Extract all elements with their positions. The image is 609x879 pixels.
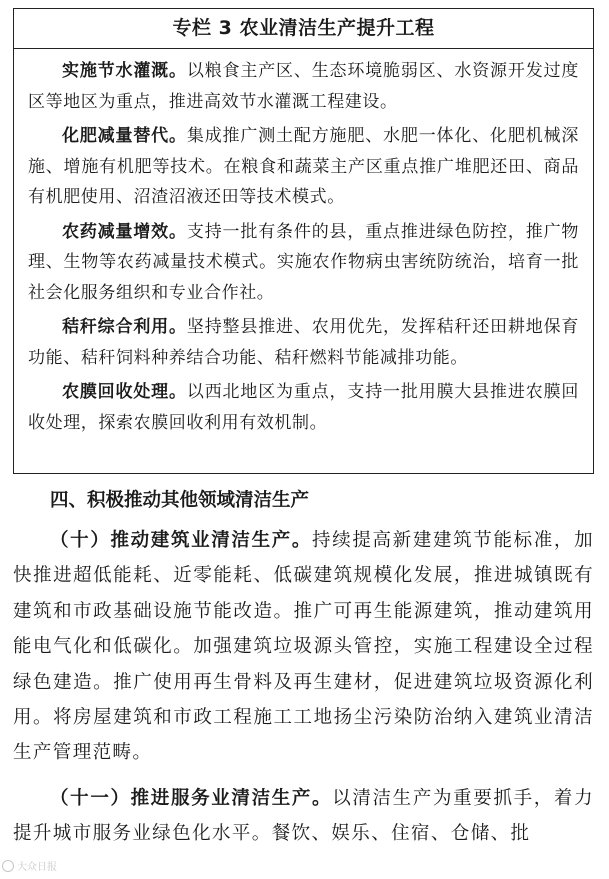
watermark <box>2 858 57 873</box>
box-item-text: 集成推广测土配方施肥、水肥一体化、化肥机械深施、增施有机肥等技术。在粮食和蔬菜主产区重点推广堆肥还田、商品有机肥使用、沼渣沼液还田等技术模式。 <box>28 126 580 207</box>
box-item-lead: 实施节水灌溉。 <box>62 61 187 81</box>
paragraph-lead: （十一）推进服务业清洁生产。 <box>50 787 333 809</box>
section-heading: 四、积极推动其他领域清洁生产 <box>50 490 310 511</box>
main-content <box>13 483 594 862</box>
box-item-lead: 农膜回收处理。 <box>62 382 187 402</box>
column-box-title: 专栏 3 农业清洁生产提升工程 <box>14 9 593 49</box>
paragraph-text: 以清洁生产为重要抓手，着力提升城市服务业绿色化水平。餐饮、娱乐、住宿、仓储、批 <box>13 787 594 845</box>
box-item <box>28 121 579 213</box>
body-paragraph <box>13 523 594 771</box>
box-item <box>28 56 579 117</box>
column-box-body <box>14 49 593 438</box>
box-item-text: 以粮食主产区、生态环境脆弱区、水资源开发过度区等地区为重点，推进高效节水灌溉工程建设。 <box>28 61 580 112</box>
column-box <box>13 8 594 474</box>
paragraph-lead: （十）推动建筑业清洁生产。 <box>50 530 313 551</box>
box-item <box>28 377 579 438</box>
paragraph-text: 持续提高新建建筑节能标准，加快推进超低能耗、近零能耗、低碳建筑规模化发展，推进城镇既有建筑和市政基础设施节能改造。推广可再生能源建筑，推动建筑用能电气化和低碳化。加强建筑垃圾源头管控，实施工程建设全过程绿色建造。推广使用再生骨料及再生建材，促进建筑垃圾资源化利用。将房屋建筑和市政工程施工工地扬尘污染防治纳入建筑业清洁生产管理范畴。 <box>13 530 594 764</box>
watermark-logo-icon <box>2 860 14 872</box>
box-item-text: 支持一批有条件的县，重点推进绿色防控，推广物理、生物等农药减量技术模式。实施农作物病虫害统防统治，培育一批社会化服务组织和专业合作社。 <box>28 221 580 303</box>
box-item-lead: 农药减量增效。 <box>62 221 187 242</box>
box-item-lead: 化肥减量替代。 <box>62 126 187 146</box>
box-item-lead: 秸秆综合利用。 <box>62 317 187 337</box>
box-item <box>28 217 579 309</box>
body-paragraph <box>13 781 594 852</box>
box-item-text: 以西北地区为重点，支持一批用膜大县推进农膜回收处理，探索农膜回收利用有效机制。 <box>28 382 580 433</box>
box-item <box>28 312 579 373</box>
watermark-text: 大众日报 <box>17 862 57 873</box>
box-item-text: 坚持整县推进、农用优先，发挥秸秆还田耕地保育功能、秸秆饲料种养结合功能、秸秆燃料节能减排功能。 <box>28 317 580 368</box>
